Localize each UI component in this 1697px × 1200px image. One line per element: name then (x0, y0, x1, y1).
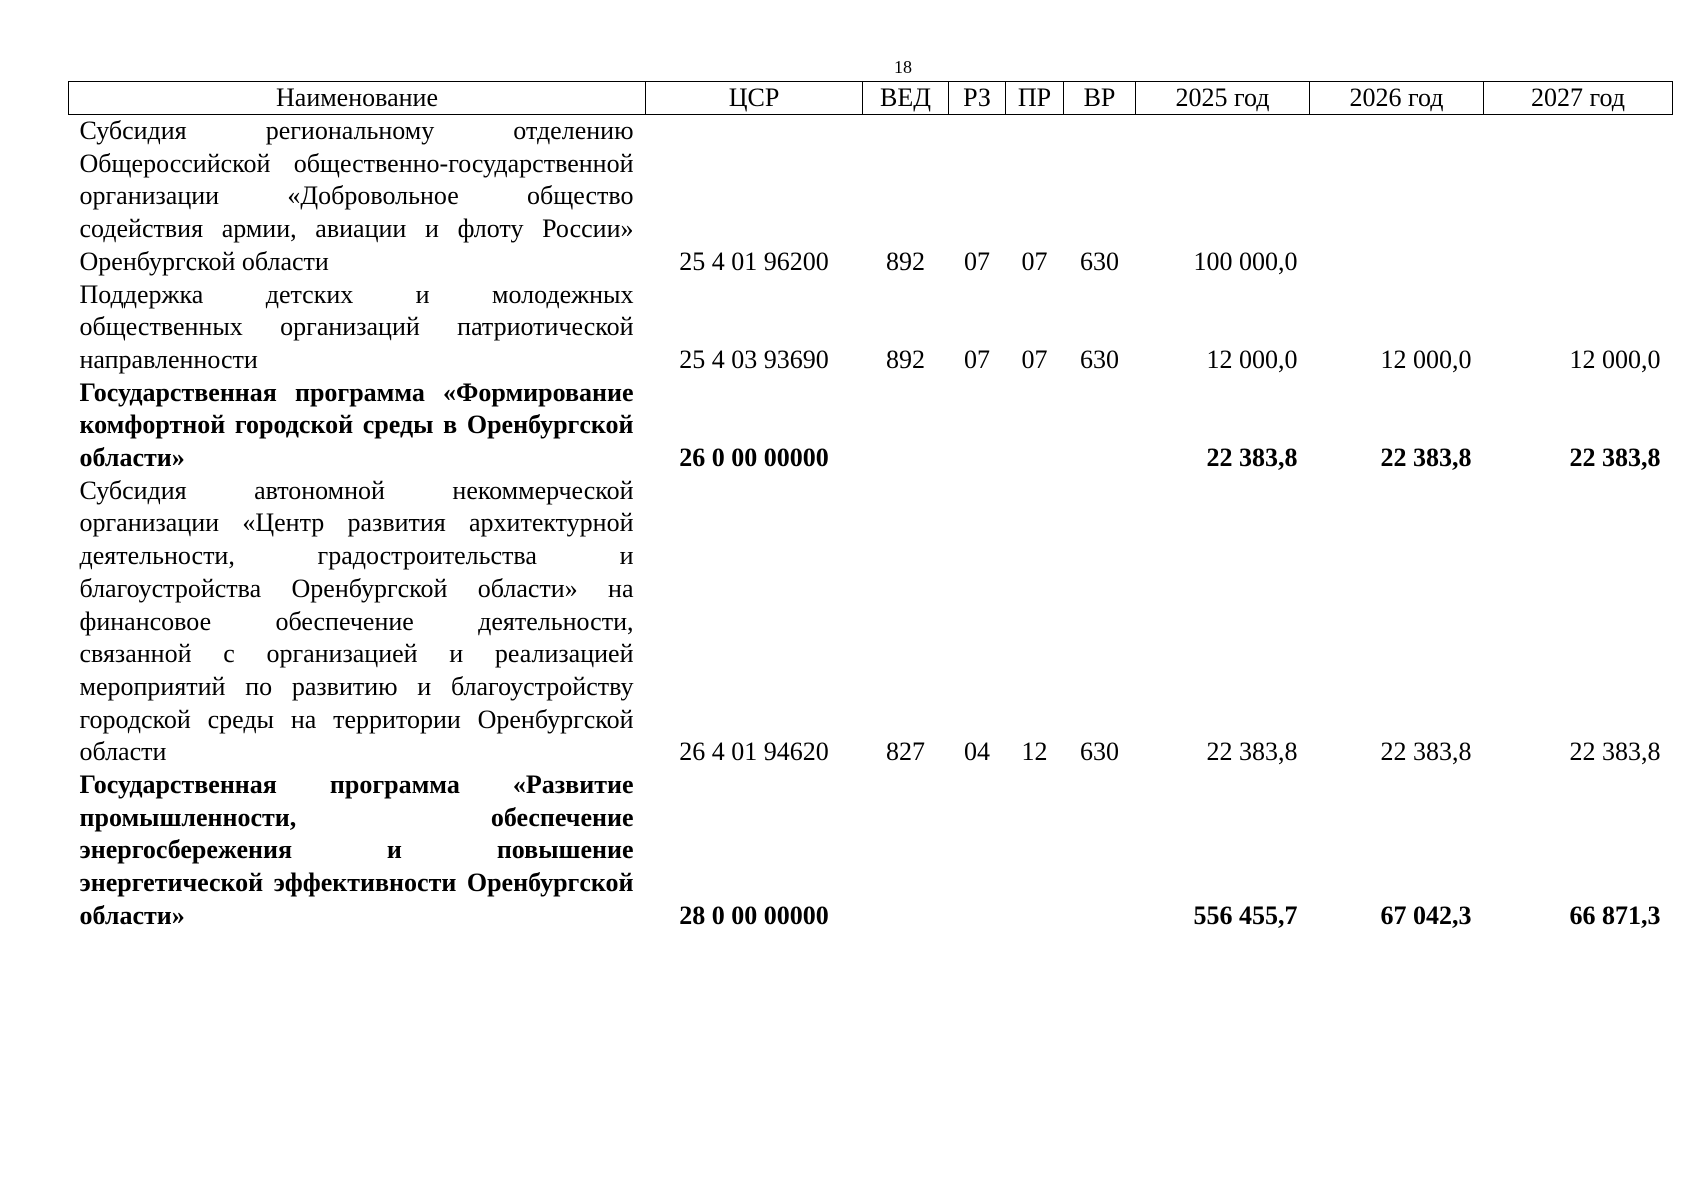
row-name: Поддержка детских и молодежных общественных организаций патриотической направленности (79, 279, 634, 374)
row-csr: 25 4 03 93690 (679, 344, 829, 374)
row-2026: 22 383,8 (1380, 443, 1472, 473)
page-number: 18 (894, 57, 912, 77)
row-ved (863, 769, 949, 933)
budget-table (68, 81, 1673, 933)
row-pr: 12 (1021, 737, 1048, 767)
row-vr (1064, 377, 1136, 475)
table-row-program (69, 377, 1673, 475)
header-pr: ПР (1006, 82, 1064, 115)
table-row (69, 279, 1673, 377)
table-row (69, 475, 1673, 769)
header-2026: 2026 год (1310, 82, 1484, 115)
row-ved: 827 (886, 737, 925, 767)
table-header-row (69, 82, 1673, 115)
table-row (69, 115, 1673, 279)
row-2027: 22 383,8 (1569, 443, 1661, 473)
row-name: Субсидия автономной некоммерческой организации «Центр развития архитектурной деятельности, градостроительства и благоустройства Оренбургской области» на финансовое обеспечение деятельности, связанной с организацией и реализацией мероприятий по развитию и благоустройству городской среды на территории Оренбургской области (79, 475, 634, 767)
row-2025: 12 000,0 (1206, 344, 1298, 374)
row-2026: 12 000,0 (1380, 344, 1472, 374)
row-pr (1006, 377, 1064, 475)
row-rz: 04 (964, 737, 990, 767)
row-csr: 28 0 00 00000 (679, 900, 829, 930)
row-vr: 630 (1080, 246, 1119, 276)
row-2027: 22 383,8 (1569, 737, 1661, 767)
row-name: Государственная программа «Формирование комфортной городской среды в Оренбургской области» (79, 377, 634, 473)
row-csr: 26 0 00 00000 (679, 443, 829, 473)
row-vr: 630 (1080, 737, 1119, 767)
row-ved (863, 377, 949, 475)
row-rz (949, 769, 1006, 933)
row-ved: 892 (886, 344, 925, 374)
row-2026 (1310, 115, 1484, 279)
header-2025: 2025 год (1136, 82, 1310, 115)
row-2027: 12 000,0 (1569, 344, 1661, 374)
row-2025: 22 383,8 (1206, 737, 1298, 767)
row-rz: 07 (964, 344, 990, 374)
row-2027 (1484, 115, 1673, 279)
row-rz: 07 (964, 246, 990, 276)
row-pr: 07 (1021, 344, 1048, 374)
header-rz: РЗ (949, 82, 1006, 115)
row-2026: 22 383,8 (1380, 737, 1472, 767)
row-2025: 22 383,8 (1206, 443, 1298, 473)
header-name: Наименование (69, 82, 646, 115)
row-2025: 556 455,7 (1193, 900, 1298, 930)
header-vr: ВР (1064, 82, 1136, 115)
row-ved: 892 (886, 246, 925, 276)
row-vr: 630 (1080, 344, 1119, 374)
row-2026: 67 042,3 (1380, 900, 1472, 930)
row-pr: 07 (1021, 246, 1048, 276)
header-ved: ВЕД (863, 82, 949, 115)
row-name: Государственная программа «Развитие промышленности, обеспечение энергосбережения и повышение энергетической эффективности Оренбургской области» (79, 770, 634, 930)
row-2027: 66 871,3 (1569, 900, 1661, 930)
row-2025: 100 000,0 (1193, 246, 1298, 276)
row-pr (1006, 769, 1064, 933)
row-vr (1064, 769, 1136, 933)
header-csr: ЦСР (646, 82, 863, 115)
header-2027: 2027 год (1484, 82, 1673, 115)
row-rz (949, 377, 1006, 475)
row-csr: 26 4 01 94620 (679, 737, 829, 767)
row-csr: 25 4 01 96200 (679, 246, 829, 276)
table-row-program (69, 769, 1673, 933)
row-name: Субсидия региональному отделению Общероссийской общественно-государственной организации «Добровольное общество содействия армии, авиации и флоту России» Оренбургской области (79, 116, 634, 276)
